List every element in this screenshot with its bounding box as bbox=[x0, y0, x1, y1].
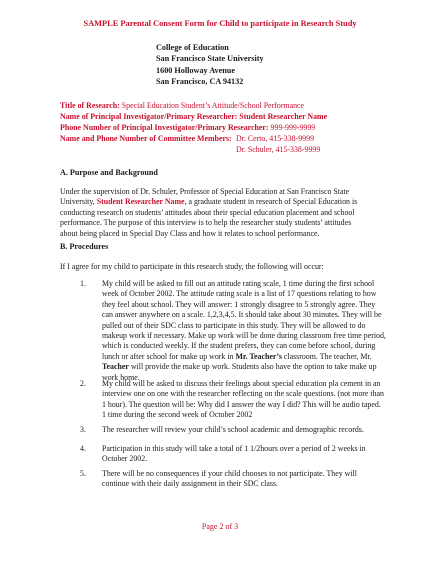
teacher-name-bold: Teacher bbox=[102, 362, 129, 372]
pi-phone-line bbox=[60, 122, 315, 133]
procedure-line: Participation in this study will take a total of 1 1/2hours over a period of 2 weeks in bbox=[102, 444, 366, 453]
procedure-line: There will be no consequences if your child chooses to not participate. They will bbox=[102, 469, 357, 478]
pi-phone-label: Phone Number of Principal Investigator/Primary Researcher: bbox=[60, 123, 269, 132]
procedures-intro: If I agree for my child to participate in this research study, the following will occur: bbox=[60, 262, 324, 271]
procedure-number: 2. bbox=[80, 379, 86, 388]
procedure-line: interview one on one with the researcher reflecting on the scale questions. (not more than bbox=[102, 389, 384, 399]
pi-phone-value: 999-999-9999 bbox=[270, 123, 316, 132]
procedure-line: they feel about school. They will answer: 1 strongly disagree to 5 strongly agree. They bbox=[102, 299, 376, 309]
institution-address bbox=[156, 42, 264, 88]
research-title-label: Title of Research: bbox=[60, 101, 120, 110]
university-name: San Francisco State University bbox=[156, 54, 264, 64]
procedure-line: My child will be asked to fill out an attitude rating scale, 1 time during the first school bbox=[102, 279, 375, 288]
committee-member-1: Dr. Certo, 415-338-9999 bbox=[236, 134, 315, 143]
procedure-line: continue with their daily assignment in their SDC class. bbox=[102, 479, 278, 489]
pi-label: Name of Principal Investigator/Primary Researcher: bbox=[60, 112, 238, 121]
street-address: 1600 Holloway Avenue bbox=[156, 65, 235, 75]
procedure-line: 1 time during the second week of October 2002 bbox=[102, 410, 253, 420]
pi-value: Student Researcher Name bbox=[239, 112, 328, 121]
procedure-line: lunch or after school for make up work in Mr. Teacher’s classroom. The teacher, Mr. bbox=[102, 351, 372, 361]
committee-member-2: Dr. Schuler, 415-338-9999 bbox=[236, 145, 321, 154]
research-title-value: Special Education Student’s Attitude/School Performance bbox=[121, 101, 305, 110]
teacher-name-bold: Mr. Teacher’s bbox=[235, 351, 282, 361]
procedure-line: can answer anywhere on a scale. 1,2,3,4,5. It should take about 30 minutes. They will be bbox=[102, 310, 382, 320]
research-title-line bbox=[60, 100, 304, 111]
purpose-line: Under the supervision of Dr. Schuler, Professor of Special Education at San Francisco State bbox=[60, 187, 350, 196]
city-state-zip: San Francisco, CA 94132 bbox=[156, 77, 244, 87]
procedure-line: Teacher will provide the make up work. Students also have the option to take make up bbox=[102, 362, 377, 372]
procedure-number: 1. bbox=[80, 279, 86, 288]
researcher-name-highlight: Student Researcher Name bbox=[96, 197, 185, 207]
procedure-line: October 2002. bbox=[102, 454, 148, 464]
page-number: Page 2 of 3 bbox=[201, 522, 239, 531]
pi-line bbox=[60, 111, 327, 122]
procedure-number: 5. bbox=[80, 469, 86, 478]
procedure-line: which is conducted weekly. If the student prefers, they can come before school, during bbox=[102, 341, 376, 351]
section-b-heading: B. Procedures bbox=[60, 242, 109, 251]
procedure-number: 4. bbox=[80, 444, 86, 453]
college-name: College of Education bbox=[156, 43, 229, 52]
section-a-heading: A. Purpose and Background bbox=[60, 168, 158, 177]
purpose-line: about being placed in Special Day Class and how it relates to school performance. bbox=[60, 228, 320, 238]
purpose-line: University, Student Researcher Name, a graduate student in research of Special Education is bbox=[60, 197, 358, 207]
committee-line bbox=[60, 133, 232, 144]
document-title: SAMPLE Parental Consent Form for Child to participate in Research Study bbox=[83, 19, 357, 28]
procedure-line: pulled out of their SDC class to participate in this study. They will be allowed to do bbox=[102, 320, 366, 330]
procedure-line: My child will be asked to discuss their feelings about special education pla cement in an bbox=[102, 379, 381, 388]
procedure-number: 3. bbox=[80, 425, 86, 434]
procedure-line: week of October 2002. The attitude rating scale is a list of 17 questions relating to how bbox=[102, 289, 377, 299]
purpose-line: performance. The purpose of this interview is to help the researcher study students’ attitudes bbox=[60, 218, 352, 228]
procedure-line: 1 hour). The question will be: Why did I answer the way I did? This will be audio taped. bbox=[102, 399, 381, 409]
committee-label: Name and Phone Number of Committee Members: bbox=[60, 134, 232, 143]
procedure-line: makeup work if necessary. Make up work will be done during classroom free time period, bbox=[102, 331, 386, 341]
purpose-paragraph bbox=[60, 187, 400, 239]
procedure-line: work home. bbox=[102, 372, 140, 382]
procedure-line: The researcher will review your child’s school academic and demographic records. bbox=[102, 425, 364, 434]
purpose-line: conducting research on students’ attitudes about their special education placement and school bbox=[60, 207, 355, 217]
